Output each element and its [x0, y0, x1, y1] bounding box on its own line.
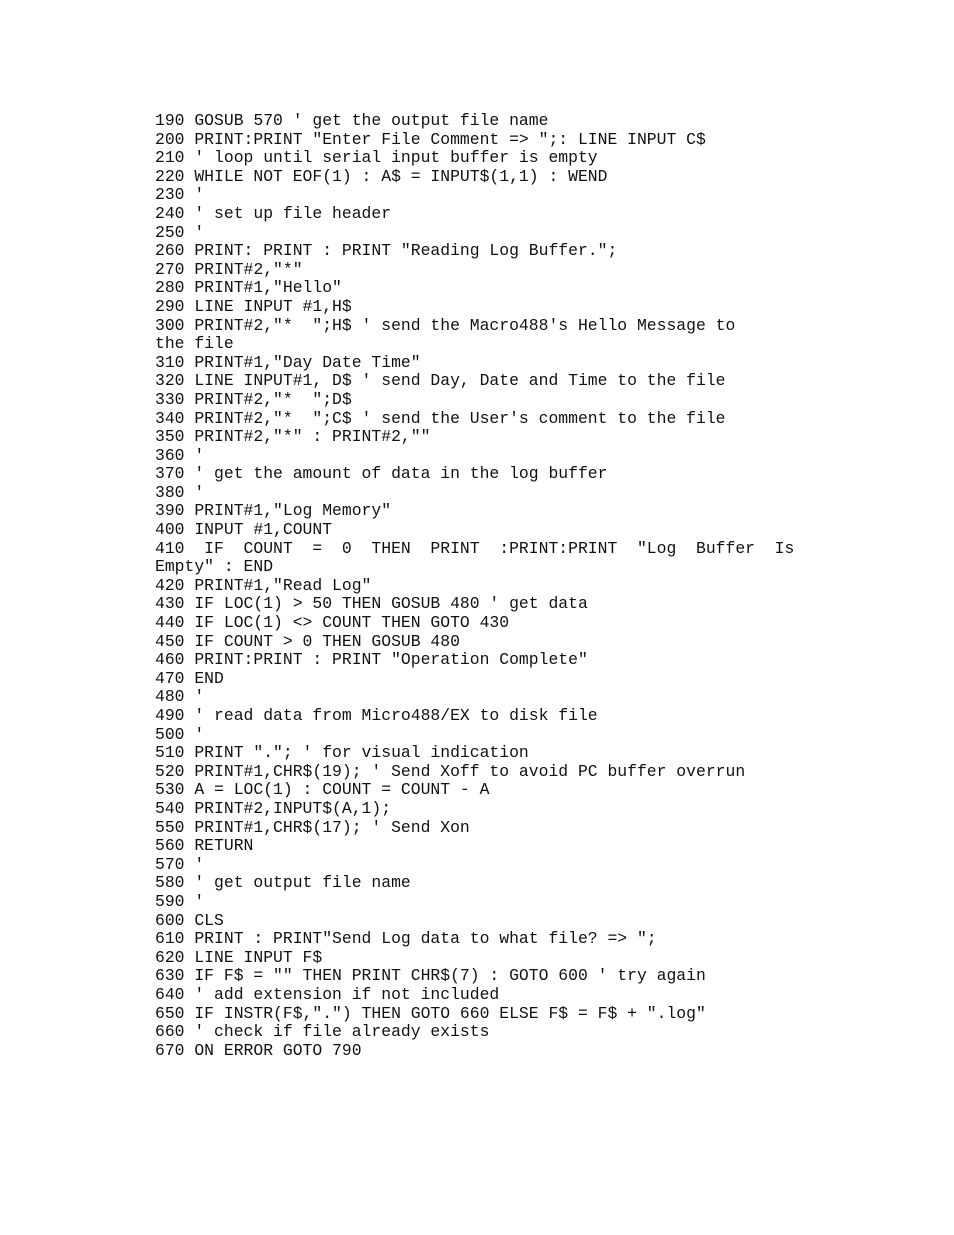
- code-line: 580 ' get output file name: [155, 873, 411, 893]
- code-line: Empty" : END: [155, 557, 274, 577]
- code-line: 320 LINE INPUT#1, D$ ' send Day, Date and Time to the file: [155, 371, 726, 391]
- code-line: 620 LINE INPUT F$: [155, 947, 323, 967]
- code-line: 360 ': [155, 445, 205, 465]
- code-line: 220 WHILE NOT EOF(1) : A$ = INPUT$(1,1) : WEND: [155, 166, 608, 186]
- code-line: 510 PRINT "."; ' for visual indication: [155, 743, 529, 763]
- code-line: 420 PRINT#1,"Read Log": [155, 575, 372, 595]
- code-line: 500 ': [155, 724, 205, 744]
- code-line: 480 ': [155, 687, 205, 707]
- code-line: 280 PRINT#1,"Hello": [155, 278, 342, 298]
- code-line: the file: [155, 334, 234, 354]
- code-listing: [155, 112, 845, 1060]
- code-line: 560 RETURN: [155, 836, 254, 856]
- code-line: 270 PRINT#2,"*": [155, 259, 303, 279]
- code-line: 350 PRINT#2,"*" : PRINT#2,"": [155, 427, 431, 447]
- code-line: 210 ' loop until serial input buffer is empty: [155, 148, 598, 168]
- code-line: 410 IF COUNT = 0 THEN PRINT :PRINT:PRINT "Log Buffer Is: [155, 538, 795, 558]
- code-line: 290 LINE INPUT #1,H$: [155, 296, 352, 316]
- code-line: 460 PRINT:PRINT : PRINT "Operation Complete": [155, 650, 588, 670]
- code-line: 650 IF INSTR(F$,".") THEN GOTO 660 ELSE F$ = F$ + ".log": [155, 1003, 706, 1023]
- code-line: 200 PRINT:PRINT "Enter File Comment => ";: LINE INPUT C$: [155, 129, 706, 149]
- code-line: 450 IF COUNT > 0 THEN GOSUB 480: [155, 631, 460, 651]
- code-line: 250 ': [155, 222, 205, 242]
- code-line: 190 GOSUB 570 ' get the output file name: [155, 111, 549, 130]
- code-line: 660 ' check if file already exists: [155, 1022, 490, 1042]
- code-line: 300 PRINT#2,"* ";H$ ' send the Macro488's Hello Message to: [155, 315, 736, 335]
- code-line: 570 ': [155, 854, 205, 874]
- code-line: 310 PRINT#1,"Day Date Time": [155, 352, 421, 372]
- code-line: 390 PRINT#1,"Log Memory": [155, 501, 392, 521]
- code-line: 430 IF LOC(1) > 50 THEN GOSUB 480 ' get data: [155, 594, 588, 614]
- code-line: 530 A = LOC(1) : COUNT = COUNT - A: [155, 780, 490, 800]
- code-line: 470 END: [155, 668, 224, 688]
- code-line: 330 PRINT#2,"* ";D$: [155, 389, 352, 409]
- code-line: 630 IF F$ = "" THEN PRINT CHR$(7) : GOTO 600 ' try again: [155, 966, 706, 986]
- code-line: 340 PRINT#2,"* ";C$ ' send the User's comment to the file: [155, 408, 726, 428]
- code-line: 440 IF LOC(1) <> COUNT THEN GOTO 430: [155, 613, 510, 633]
- code-line: 550 PRINT#1,CHR$(17); ' Send Xon: [155, 817, 470, 837]
- code-line: 260 PRINT: PRINT : PRINT "Reading Log Buffer.";: [155, 241, 618, 261]
- code-line: 370 ' get the amount of data in the log buffer: [155, 464, 608, 484]
- code-line: 240 ' set up file header: [155, 203, 392, 223]
- code-line: 640 ' add extension if not included: [155, 984, 500, 1004]
- code-line: 600 CLS: [155, 910, 224, 930]
- code-line: 230 ': [155, 185, 205, 205]
- code-line: 610 PRINT : PRINT"Send Log data to what file? => ";: [155, 929, 657, 949]
- code-line: 400 INPUT #1,COUNT: [155, 520, 333, 540]
- code-line: 490 ' read data from Micro488/EX to disk file: [155, 706, 598, 725]
- code-line: 590 ': [155, 891, 205, 911]
- code-line: 520 PRINT#1,CHR$(19); ' Send Xoff to avoid PC buffer overrun: [155, 761, 746, 781]
- code-line: 540 PRINT#2,INPUT$(A,1);: [155, 798, 392, 818]
- code-line: 670 ON ERROR GOTO 790: [155, 1040, 362, 1060]
- code-line: 380 ': [155, 482, 205, 502]
